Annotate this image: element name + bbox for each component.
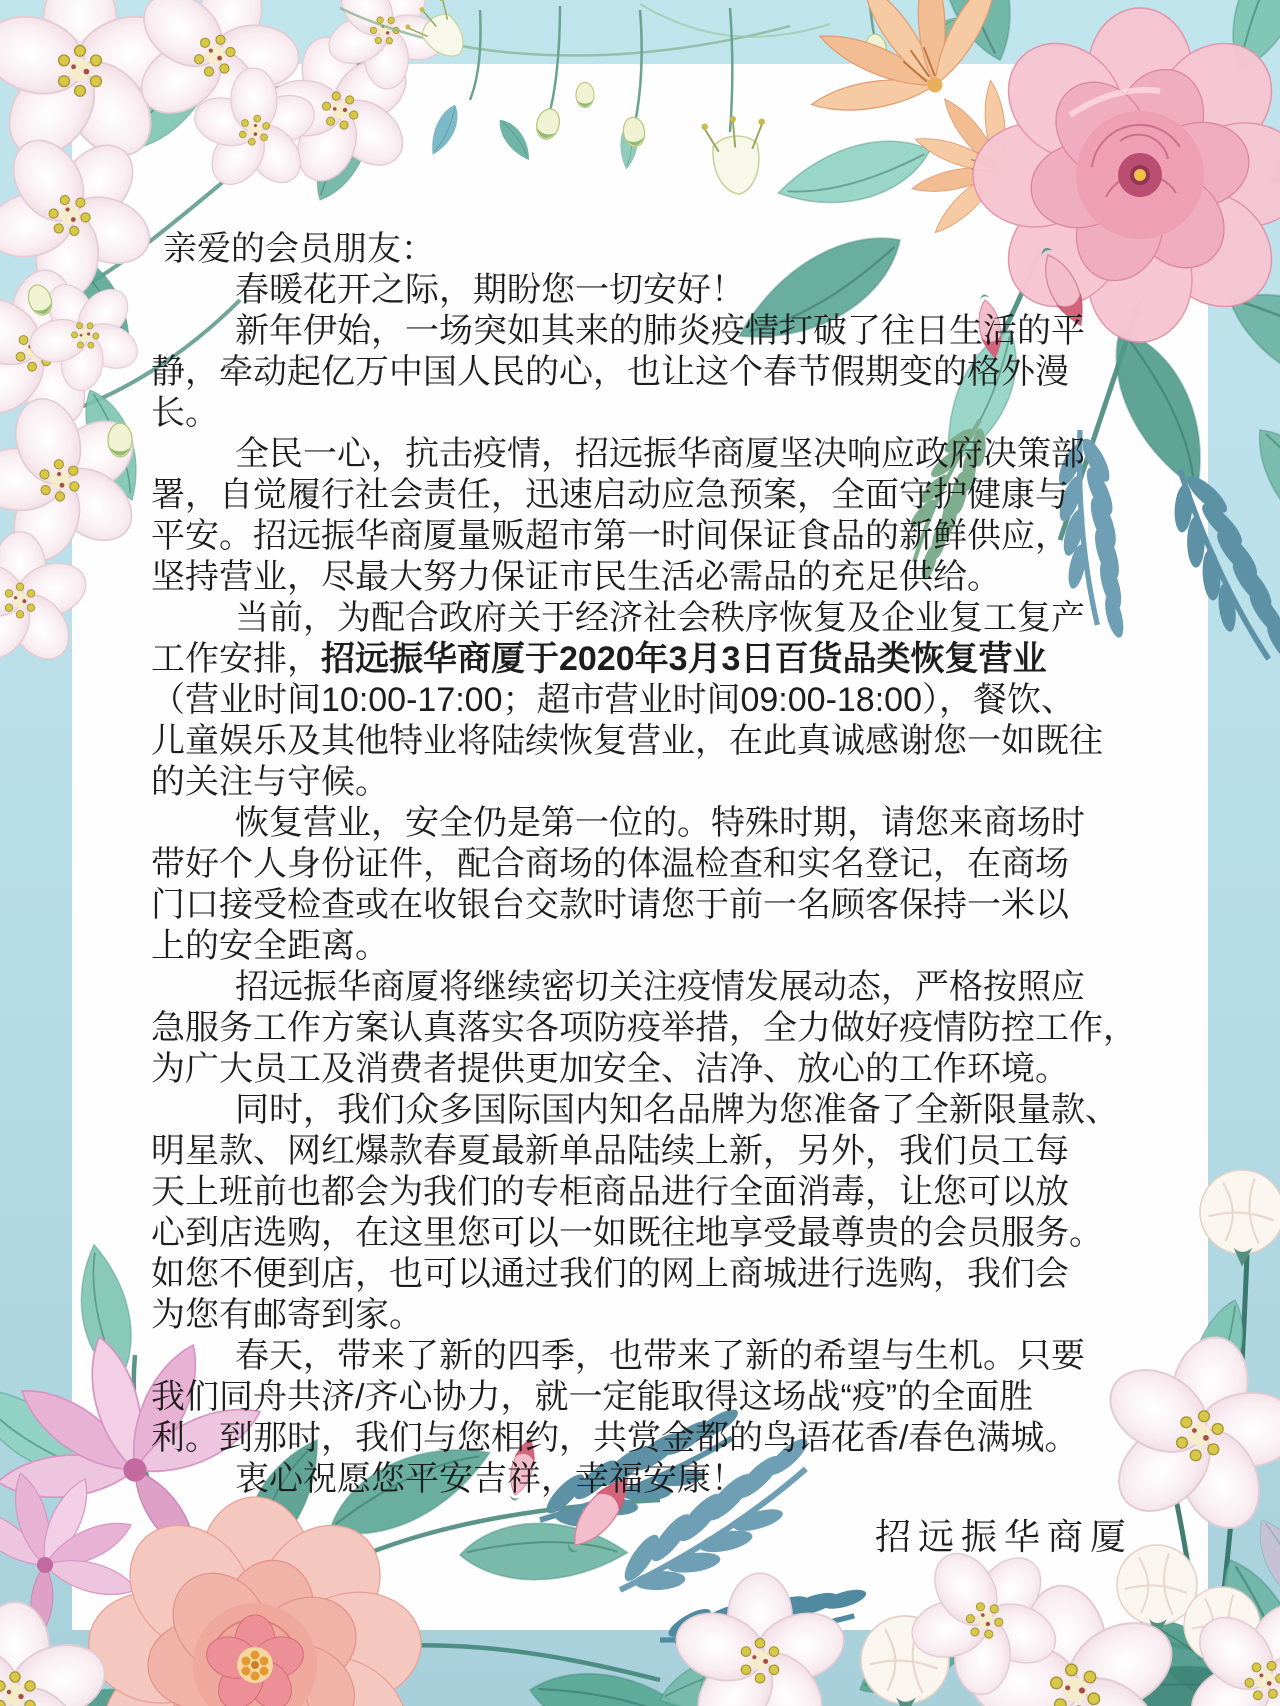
letter-text: 衷心祝愿您平安吉祥，幸福安康！ <box>235 1460 745 1498</box>
letter-line <box>151 885 1151 926</box>
letter-line <box>151 1008 1151 1049</box>
letter-text: 当前，为配合政府关于经济社会秩序恢复及企业复工复产 <box>235 599 1085 637</box>
letter-line <box>151 516 1151 557</box>
letter-text: 静，牵动起亿万中国人民的心，也让这个春节假期变的格外漫 <box>151 353 1069 391</box>
letter-text: 为您有邮寄到家。 <box>151 1296 423 1334</box>
letter-line <box>151 803 1151 844</box>
letter-text: 的关注与守候。 <box>151 763 389 801</box>
letter-line <box>151 844 1151 885</box>
sprig-bud-icon <box>108 423 132 457</box>
letter-text: 春暖花开之际，期盼您一切安好！ <box>235 271 745 309</box>
sprig-bud-icon <box>576 82 594 107</box>
letter-line <box>151 721 1151 762</box>
letter-lines <box>151 229 1151 1500</box>
letter-text-bold: 招远振华商厦于2020年3月3日百货品类恢复营业 <box>321 640 1047 678</box>
letter-text: 我们同舟共济/齐心协力，就一定能取得这场战“疫”的全面胜 <box>151 1378 1034 1416</box>
letter-text: 全民一心，抗击疫情，招远振华商厦坚决响应政府决策部 <box>235 435 1085 473</box>
sprig-bud-icon <box>533 106 562 141</box>
letter-line <box>151 762 1151 803</box>
leaf-icon <box>423 102 466 158</box>
letter-text: 如您不便到店，也可以通过我们的网上商城进行选购，我们会 <box>151 1255 1069 1293</box>
letter-line <box>151 352 1151 393</box>
frond-icon <box>1163 455 1280 684</box>
letter-text: 带好个人身份证件，配合商场的体温检查和实名登记，在商场 <box>151 845 1069 883</box>
letter-text: 明星款、网红爆款春夏最新单品陆续上新，另外，我们员工每 <box>151 1132 1069 1170</box>
letter-line <box>151 557 1151 598</box>
letter-line <box>151 1131 1151 1172</box>
letter-line <box>151 1418 1151 1459</box>
letter-line <box>151 598 1151 639</box>
letter-text: 为广大员工及消费者提供更加安全、洁净、放心的工作环境。 <box>151 1050 1069 1088</box>
letter-line <box>151 1172 1151 1213</box>
letter-text: 坚持营业，尽最大努力保证市民生活必需品的充足供给。 <box>151 558 1001 596</box>
letter-line <box>151 434 1151 475</box>
letter-text: 心到店选购，在这里您可以一如既往地享受最尊贵的会员服务。 <box>151 1214 1103 1252</box>
letter-line <box>151 1459 1151 1500</box>
letter-text: 长。 <box>151 394 219 432</box>
stem-path <box>470 6 876 132</box>
letter-line <box>151 1090 1151 1131</box>
letter-line <box>151 1336 1151 1377</box>
letter-text: 署，自觉履行社会责任，迅速启动应急预案，全面守护健康与 <box>151 476 1069 514</box>
letter-text: 儿童娱乐及其他特业将陆续恢复营业，在此真诚感谢您一如既往 <box>151 722 1103 760</box>
letter-text: 门口接受检查或在收银台交款时请您于前一名顾客保持一米以 <box>151 886 1069 924</box>
letter-line <box>151 311 1151 352</box>
leaf-icon <box>495 114 534 165</box>
letter-line <box>151 639 1151 680</box>
letter-line <box>151 229 1151 270</box>
letter-text: （营业时间10:00-17:00；超市营业时间09:00-18:00），餐饮、 <box>151 681 1075 719</box>
cotton-flower-icon <box>1200 1170 1280 1267</box>
letter-line <box>151 393 1151 434</box>
letter-line <box>151 1377 1151 1418</box>
letter-line <box>151 926 1151 967</box>
letter-text: 利。到那时，我们与您相约，共赏金都的鸟语花香/春色满城。 <box>151 1419 1079 1457</box>
letter-text: 同时，我们众多国际国内知名品牌为您准备了全新限量款、 <box>235 1091 1119 1129</box>
letter-text: 上的安全距离。 <box>151 927 389 965</box>
letter-text: 工作安排， <box>151 640 321 678</box>
letter-text: 亲爱的会员朋友： <box>163 230 435 268</box>
signature: 招远振华商厦 <box>874 1516 1133 1557</box>
letter-line <box>151 1049 1151 1090</box>
letter-text: 平安。招远振华商厦量贩超市第一时间保证食品的新鲜供应， <box>151 517 1069 555</box>
vine-path <box>640 4 830 37</box>
letter-body <box>151 229 1151 1557</box>
letter-text: 新年伊始，一场突如其来的肺炎疫情打破了往日生活的平 <box>235 312 1085 350</box>
letter-text: 天上班前也都会为我们的专柜商品进行全面消毒，让您可以放 <box>151 1173 1069 1211</box>
leaf-icon <box>1245 412 1280 575</box>
letter-line <box>151 475 1151 516</box>
letter-text: 春天，带来了新的四季，也带来了新的希望与生机。只要 <box>235 1337 1085 1375</box>
tulip-flower-icon <box>701 113 771 197</box>
letter-line <box>151 680 1151 721</box>
letter-line <box>151 1254 1151 1295</box>
letter-line <box>151 1295 1151 1336</box>
letter-line <box>151 1213 1151 1254</box>
letter-text: 招远振华商厦将继续密切关注疫情发展动态，严格按照应 <box>235 968 1085 1006</box>
letter-line <box>151 270 1151 311</box>
letter-text: 恢复营业，安全仍是第一位的。特殊时期，请您来商场时 <box>235 804 1085 842</box>
letter-line <box>151 967 1151 1008</box>
leaf-icon <box>773 133 937 214</box>
letter-text: 急服务工作方案认真落实各项防疫举措，全力做好疫情防控工作， <box>151 1009 1137 1047</box>
